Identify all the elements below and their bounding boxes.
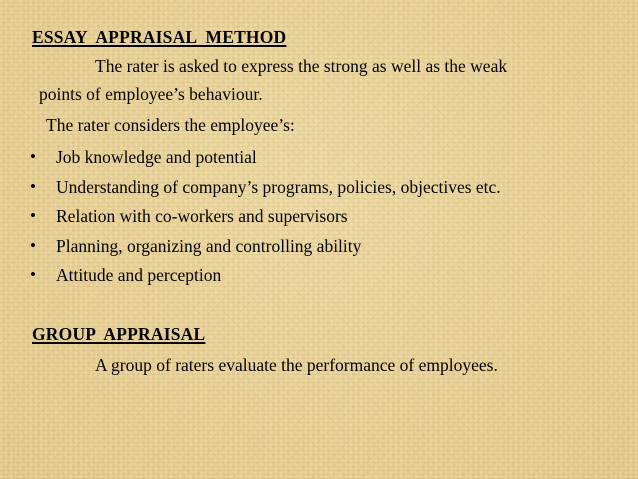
list-item-text: Job knowledge and potential: [56, 147, 257, 167]
bullet-icon: •: [30, 265, 36, 284]
essay-intro-line-1: The rater is asked to express the strong as well as the weak: [95, 56, 508, 76]
essay-considers-line: The rater considers the employee’s:: [46, 115, 295, 135]
list-item: [30, 145, 501, 175]
list-item: [30, 263, 501, 293]
list-item-text: Relation with co-workers and supervisors: [56, 206, 348, 226]
list-item: [30, 234, 501, 264]
essay-appraisal-heading: ESSAY APPRAISAL METHOD: [32, 27, 287, 47]
essay-intro-line-2: points of employee’s behaviour.: [39, 84, 263, 104]
bullet-icon: •: [30, 206, 36, 225]
group-appraisal-description: A group of raters evaluate the performance of employees.: [95, 355, 498, 375]
list-item: [30, 175, 501, 205]
group-appraisal-heading: GROUP APPRAISAL: [32, 324, 206, 344]
list-item-text: Planning, organizing and controlling ability: [56, 235, 362, 256]
bullet-icon: •: [30, 147, 36, 166]
bullet-icon: •: [30, 235, 36, 255]
list-item-text: Attitude and perception: [56, 265, 222, 285]
bullet-icon: •: [30, 176, 36, 196]
essay-criteria-list: [30, 145, 501, 293]
list-item: [30, 204, 501, 234]
list-item-text: Understanding of company’s programs, policies, objectives etc.: [56, 176, 501, 197]
